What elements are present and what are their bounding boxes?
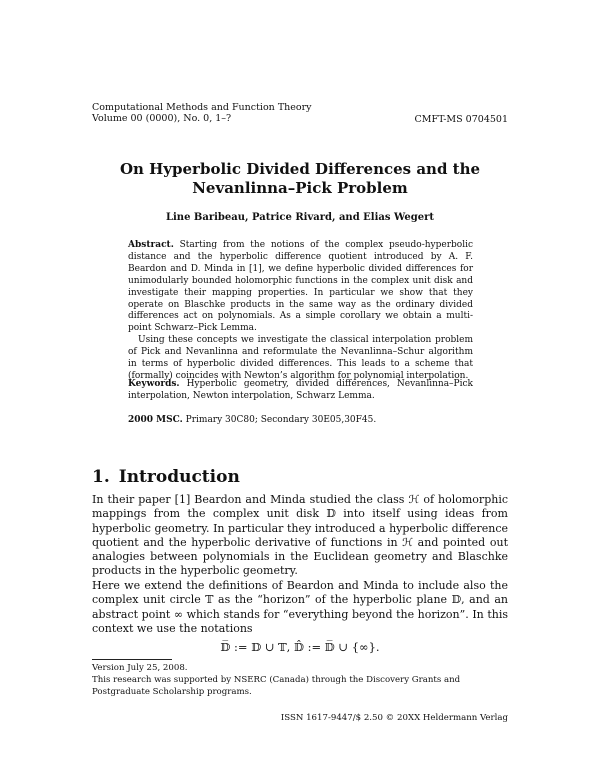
keywords-label: Keywords. xyxy=(128,379,180,389)
journal-name: Computational Methods and Function Theory xyxy=(92,102,312,113)
section-title: Introduction xyxy=(118,467,240,487)
journal-header xyxy=(92,102,312,124)
footnote-version: Version July 25, 2008. xyxy=(92,663,188,673)
footnote-support: This research was supported by NSERC (Canada) through the Discovery Grants and Postgraduate Scholarship programs. xyxy=(92,675,461,697)
manuscript-code: CMFT-MS 0704501 xyxy=(414,114,508,125)
section-heading xyxy=(92,467,240,487)
abstract-text-1: Starting from the notions of the complex pseudo-hyperbolic distance and the hyperbolic difference quotient introduced by A. F. Beardon and D. Minda in [1], we define hyperbolic divided differences for unimodularly bounded holomorphic functions in the complex unit disk and investigate their mapping properties. In particular we show that they operate on Blaschke products in the same way as the ordinary divided differences act on polynomials. As a simple corollary we obtain a multi-point Schwarz–Pick Lemma. xyxy=(128,240,473,334)
abstract-paragraph-1 xyxy=(128,240,473,335)
title-line-1: On Hyperbolic Divided Differences and the xyxy=(119,160,481,178)
issn-line: ISSN 1617-9447/$ 2.50 © 20XX Heldermann Verlag xyxy=(280,713,508,723)
footnote-rule xyxy=(92,659,172,660)
abstract xyxy=(128,240,473,383)
authors: Line Baribeau, Patrice Rivard, and Elias Wegert xyxy=(165,212,435,223)
msc-text: Primary 30C80; Secondary 30E05,30F45. xyxy=(185,415,377,425)
msc-classification xyxy=(128,415,473,427)
title-line-2: Nevanlinna–Pick Problem xyxy=(192,179,408,197)
intro-paragraph-1: In their paper [1] Beardon and Minda studied the class ℋ of holomorphic mappings from the complex unit disk 𝔻 into itself using ideas from hyperbolic geometry. In particular they introduced a hyperbolic difference quotient and the hyperbolic derivative of functions in ℋ and pointed out analogies between polynomials in the Euclidean geometry and Blaschke products in the hyperbolic geometry. xyxy=(92,493,508,578)
keywords-text: Hyperbolic geometry, divided differences, Nevanlinna–Pick interpolation, Newton interpolation, Schwarz Lemma. xyxy=(128,379,473,401)
intro-paragraph-2: Here we extend the definitions of Beardon and Minda to include also the complex unit circle 𝕋 as the “horizon” of the hyperbolic plane 𝔻, and an abstract point ∞ which stands for “everything beyond the horizon”. In this context we use the notations xyxy=(92,579,508,635)
section-number: 1. xyxy=(92,467,110,487)
msc-label: 2000 MSC. xyxy=(128,415,183,425)
journal-volume: Volume 00 (0000), No. 0, 1–? xyxy=(92,113,232,124)
abstract-label: Abstract. xyxy=(128,240,174,250)
display-formula: 𝔻̅ := 𝔻 ∪ 𝕋, 𝔻̂ := 𝔻̅ ∪ {∞}. xyxy=(220,640,380,654)
paper-title xyxy=(0,160,600,198)
keywords xyxy=(128,379,473,403)
abstract-paragraph-2: Using these concepts we investigate the classical interpolation problem of Pick and Nevanlinna and reformulate the Nevanlinna–Schur algorithm in terms of hyperbolic divided differences. This leads to a scheme that (formally) coincides with Newton’s algorithm for polynomial interpolation. xyxy=(128,335,473,381)
